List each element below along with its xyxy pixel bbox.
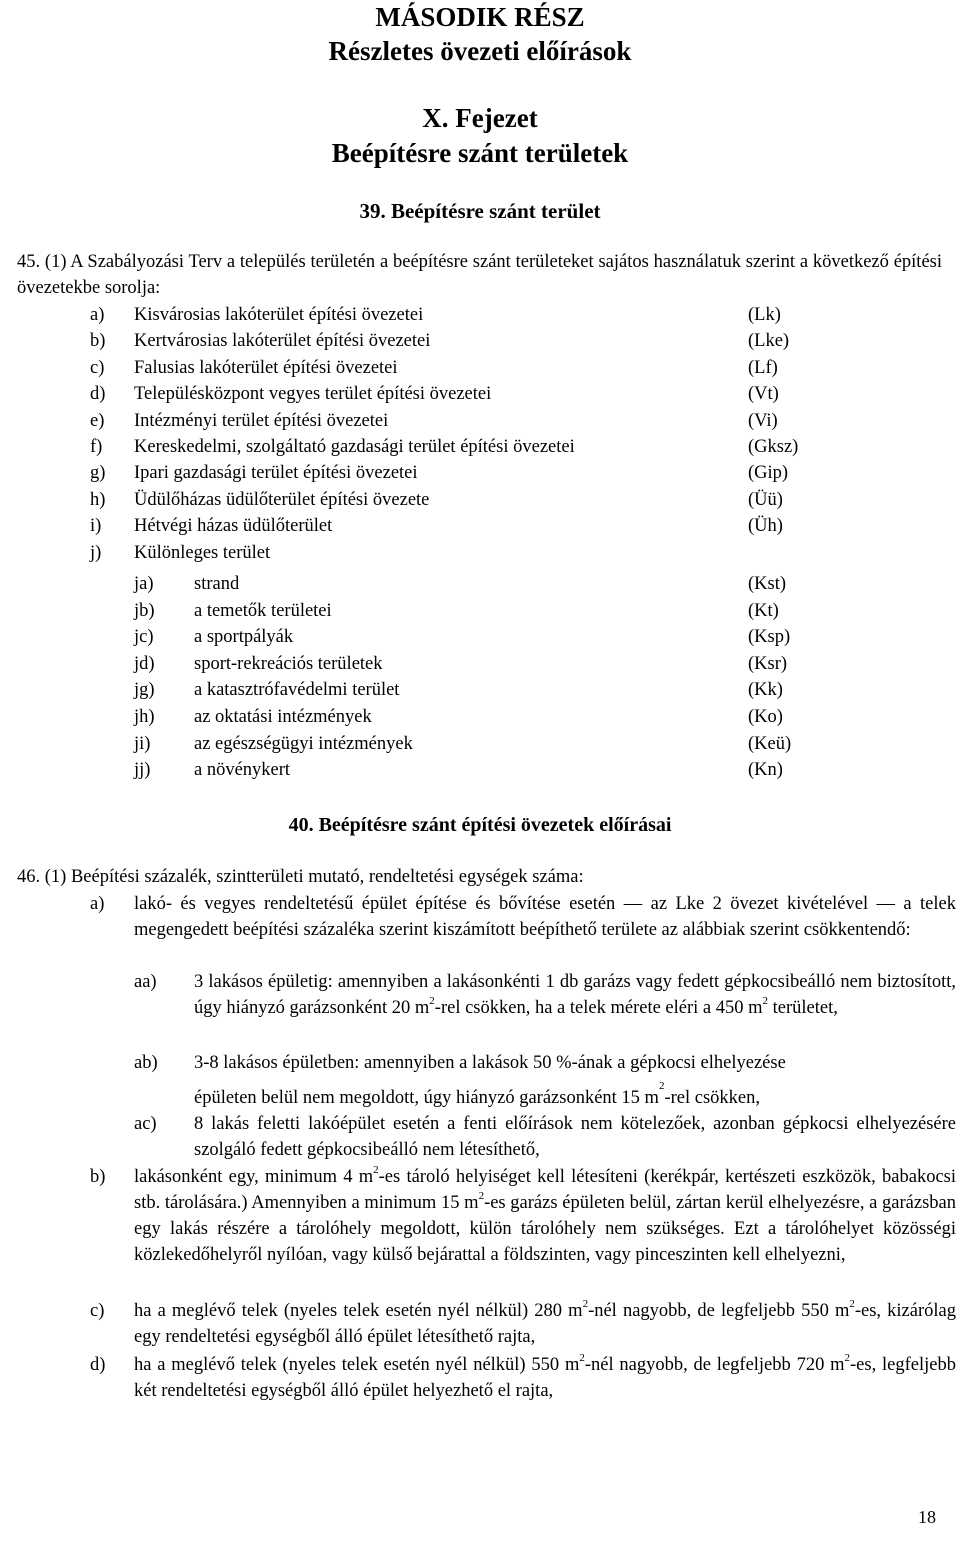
list-item-label: e) bbox=[90, 410, 105, 431]
sub-list-item-label: ji) bbox=[134, 733, 151, 754]
list-item-label: c) bbox=[90, 357, 105, 378]
list-item-text: Üdülőházas üdülőterület építési övezete bbox=[134, 489, 430, 510]
page-number: 18 bbox=[918, 1507, 936, 1527]
list-item-text: Kisvárosias lakóterület építési övezetei bbox=[134, 305, 424, 325]
part-subtitle: Részletes övezeti előírások bbox=[328, 36, 632, 66]
list-item-label: d) bbox=[90, 384, 106, 405]
item-b-label: b) bbox=[90, 1167, 106, 1187]
sub-list-item-label: jd) bbox=[134, 653, 155, 674]
chapter-subtitle: Beépítésre szánt területek bbox=[331, 138, 629, 168]
sub-list-item-label: jb) bbox=[134, 600, 155, 621]
item-a-label: a) bbox=[90, 894, 105, 914]
sub-list-item-text: strand bbox=[194, 574, 240, 594]
sub-list-item-code: (Kst) bbox=[748, 574, 787, 594]
item-d-label: d) bbox=[90, 1355, 106, 1375]
list-item-code: (Lk) bbox=[748, 305, 781, 325]
list-item-text: Különleges terület bbox=[134, 542, 271, 563]
sub-list-item-code: (Kt) bbox=[748, 600, 779, 621]
sub-list-item-code: (Ksp) bbox=[748, 627, 791, 648]
section-40-heading: 40. Beépítésre szánt építési övezetek előírásai bbox=[288, 814, 672, 836]
sub-list-item-label: jj) bbox=[134, 760, 151, 781]
item-ab-label: ab) bbox=[134, 1053, 158, 1073]
item-ac-label: ac) bbox=[134, 1114, 157, 1134]
paragraph-46-lead: 46. (1) Beépítési százalék, szintterületi mutató, rendeltetési egységek száma: bbox=[17, 867, 584, 887]
sub-list-item-code: (Ko) bbox=[748, 707, 783, 727]
sub-list-item-text: a katasztrófavédelmi terület bbox=[194, 680, 400, 701]
list-item-code: (Gip) bbox=[748, 463, 789, 484]
list-item-text: Kertvárosias lakóterület építési övezetei bbox=[134, 331, 431, 352]
b-sup-2: 2 bbox=[478, 1189, 485, 1202]
d-text-1: ha a meglévő telek (nyeles telek esetén nyél nélkül) 550 m bbox=[134, 1355, 580, 1375]
list-item-code: (Lke) bbox=[748, 331, 790, 352]
sub-list-item-code: (Ksr) bbox=[748, 653, 788, 674]
item-c-text bbox=[134, 1298, 956, 1350]
item-d-text bbox=[134, 1352, 956, 1404]
list-item-text: Intézményi terület építési övezetei bbox=[134, 410, 389, 431]
list-item-label: h) bbox=[90, 489, 106, 510]
c-sup-2: 2 bbox=[849, 1297, 855, 1310]
item-ab-line-1: 3-8 lakásos épületben: amennyiben a lakások 50 %-ának a gépkocsi elhelyezése bbox=[194, 1053, 786, 1073]
c-text-3: -es, kizárólag egy rendeltetési egységből álló épület létesíthető rajta, bbox=[134, 1301, 956, 1347]
list-item-text: Falusias lakóterület építési övezetei bbox=[134, 357, 398, 378]
chapter-title: X. Fejezet bbox=[422, 103, 538, 133]
d-sup-2: 2 bbox=[844, 1351, 851, 1364]
sub-list-item-text: a sportpályák bbox=[194, 627, 294, 648]
ab-text-2: -rel csökken, bbox=[664, 1088, 760, 1108]
list-item-code: (Vt) bbox=[748, 384, 779, 405]
list-item-text: Hétvégi házas üdülőterület bbox=[134, 516, 333, 537]
aa-sup-1: 2 bbox=[429, 994, 435, 1007]
section-39-heading: 39. Beépítésre szánt terület bbox=[359, 199, 601, 223]
item-c-label: c) bbox=[90, 1301, 105, 1321]
b-text-1: lakásonként egy, minimum 4 m bbox=[134, 1167, 374, 1187]
d-text-3: -es, legfeljebb két rendeltetési egységből álló épület helyezhető el rajta, bbox=[134, 1355, 956, 1401]
item-ac-text: 8 lakás feletti lakóépület esetén a fenti előírások nem kötelezőek, azonban gépkocsi elhelyezésére szolgáló fedett gépkocsibeálló nem létesíthető, bbox=[194, 1114, 956, 1160]
sub-list-item-code: (Kk) bbox=[748, 680, 783, 701]
b-text-3: -es garázs épületen belül, zártan kerül elhelyezésre, a garázsban egy lakás részére a tárolóhely megoldott, külön tárolóhely nem szükséges. Ezt a tárolóhelyet közösségi közlekedőhelyről nyílóan, vagy külső bejárattal a földszinten, vagy pinceszinten kell elhelyezni, bbox=[134, 1193, 956, 1265]
sub-list-item-text: az oktatási intézmények bbox=[194, 707, 372, 727]
list-item-code: (Lf) bbox=[748, 357, 778, 378]
b-sup-1: 2 bbox=[373, 1163, 379, 1176]
item-b-text bbox=[134, 1164, 956, 1268]
list-item-label: f) bbox=[90, 437, 103, 457]
sub-list-item-text: sport-rekreációs területek bbox=[194, 653, 383, 674]
sub-list-item-label: jg) bbox=[134, 680, 155, 701]
sub-list-item-text: a temetők területei bbox=[194, 600, 332, 621]
list-item-code: (Üü) bbox=[748, 489, 783, 510]
list-item-text: Ipari gazdasági terület építési övezetei bbox=[134, 463, 418, 484]
list-item-label: g) bbox=[90, 463, 106, 484]
sub-list-item-label: jh) bbox=[134, 707, 155, 727]
d-text-2: -nél nagyobb, de legfeljebb 720 m bbox=[584, 1355, 845, 1375]
paragraph-45-lead: 45. (1) A Szabályozási Terv a település területén a beépítésre szánt területeket sajátos használatuk szerint a következő építési övezetekbe sorolja: bbox=[17, 252, 942, 298]
item-aa-text bbox=[194, 969, 956, 1021]
aa-sup-2: 2 bbox=[762, 994, 769, 1007]
aa-text-1: 3 lakásos épületig: amennyiben a lakásonkénti 1 db garázs vagy fedett gépkocsibeálló nem biztosított, úgy hiányzó garázsonként 20 m bbox=[194, 972, 956, 1018]
ab-sup: 2 bbox=[658, 1079, 665, 1092]
sub-list-item-text: a növénykert bbox=[194, 760, 291, 781]
c-text-1: ha a meglévő telek (nyeles telek esetén nyél nélkül) 280 m bbox=[134, 1301, 583, 1321]
b-text-2: -es tároló helyiséget kell létesíteni (kerékpár, kertészeti eszközök, babakocsi stb. tárolására.) Amennyiben a minimum 15 m bbox=[134, 1167, 956, 1213]
list-item-text: Településközpont vegyes terület építési övezetei bbox=[134, 384, 492, 405]
c-sup-1: 2 bbox=[582, 1297, 589, 1310]
list-item-code: (Gksz) bbox=[748, 437, 799, 457]
sub-list-item-text: az egészségügyi intézmények bbox=[194, 733, 413, 754]
sub-list-item-code: (Kn) bbox=[748, 760, 783, 781]
list-item-text: Kereskedelmi, szolgáltató gazdasági terület építési övezetei bbox=[134, 437, 575, 457]
part-title: MÁSODIK RÉSZ bbox=[375, 2, 585, 32]
c-text-2: -nél nagyobb, de legfeljebb 550 m bbox=[588, 1301, 850, 1321]
aa-text-3: területet, bbox=[768, 998, 838, 1018]
item-ab-line-2 bbox=[194, 1079, 760, 1111]
aa-text-2: -rel csökken, ha a telek mérete eléri a 450 m bbox=[434, 998, 763, 1018]
list-item-label: b) bbox=[90, 331, 106, 352]
sub-list-item-label: ja) bbox=[134, 574, 154, 594]
sub-list-item-label: jc) bbox=[134, 627, 154, 648]
list-item-code: (Üh) bbox=[748, 516, 783, 537]
list-item-label: a) bbox=[90, 305, 105, 325]
sub-list-item-code: (Keü) bbox=[748, 733, 792, 754]
ab-text-1: épületen belül nem megoldott, úgy hiányzó garázsonként 15 m bbox=[194, 1088, 659, 1108]
item-a-text: lakó- és vegyes rendeltetésű épület építése és bővítése esetén — az Lke 2 övezet kivételével — a telek megengedett beépítési százaléka szerint kiszámított beépíthető területe az alábbiak szerint csökkentendő: bbox=[134, 894, 956, 940]
list-item-label: j) bbox=[90, 542, 102, 563]
list-item-label: i) bbox=[90, 516, 102, 537]
list-item-code: (Vi) bbox=[748, 410, 778, 431]
d-sup-1: 2 bbox=[579, 1351, 585, 1364]
item-aa-label: aa) bbox=[134, 972, 157, 992]
